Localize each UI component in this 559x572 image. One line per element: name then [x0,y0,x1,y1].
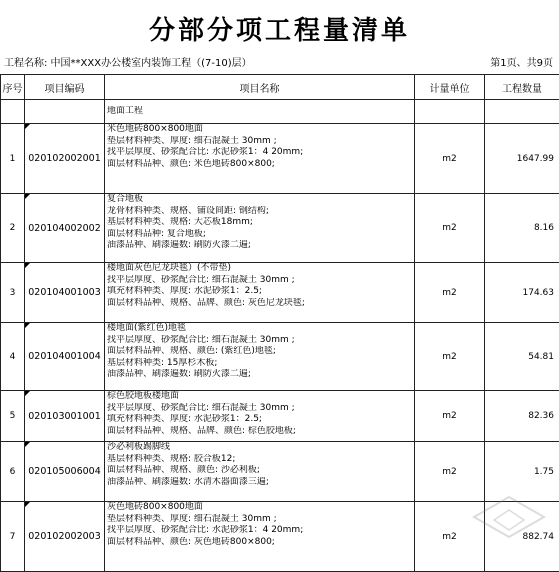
header-no: 序号 [1,75,25,100]
description-line: 面层材料品种、规格、品牌、颜色: 棕色胶地板; [107,426,414,438]
unit: m2 [415,194,485,263]
table-row [1,124,559,194]
comment-marker-icon [25,391,30,396]
section-row [1,100,559,124]
description-line: 米色地砖800×800地面 [107,124,414,136]
item-description [105,391,415,442]
quantity: 174.63 [485,263,559,323]
description-line: 找平层厚度、砂浆配合比: 细石混凝土 30mm ; [107,335,414,347]
table-row [1,323,559,391]
quantity: 8.16 [485,194,559,263]
quantity: 82.36 [485,391,559,442]
row-number: 1 [1,124,25,194]
description-line: 面层材料品种、规格、颜色: (紫红色)地毯; [107,346,414,358]
row-number: 4 [1,323,25,391]
description-line: 垫层材料种类、厚度: 细石混凝土 30mm ; [107,136,414,148]
description-line: 基层材料种类、规格: 大芯板18mm; [107,217,414,229]
comment-marker-icon [25,194,30,199]
item-description [105,263,415,323]
item-code-text: 020102002001 [28,153,101,164]
description-line: 基层材料种类、规格: 胶合板12; [107,454,414,466]
description-line: 复合地板 [107,194,414,206]
comment-marker-icon [25,263,30,268]
item-code-text: 020103001001 [28,411,101,422]
header-qty: 工程数量 [485,75,559,100]
description-line: 楼地面(紫红色)地毯 [107,323,414,335]
description-line: 龙骨材料种类、规格、铺设间距: 钢结构; [107,206,414,218]
unit: m2 [415,442,485,502]
header-name: 项目名称 [105,75,415,100]
description-line: 垫层材料种类、厚度: 细石混凝土 30mm ; [107,514,414,526]
table-row [1,194,559,263]
quantity: 882.74 [485,502,559,572]
quantity: 54.81 [485,323,559,391]
comment-marker-icon [25,442,30,447]
watermark-logo-icon [469,492,549,552]
header-unit: 计量单位 [415,75,485,100]
item-code-text: 020105006004 [28,466,101,477]
description-line: 面层材料品种、颜色: 灰色地砖800×800; [107,537,414,549]
item-description [105,502,415,572]
description-line: 楼地面灰色尼龙块毯）(不带垫) [107,263,414,275]
item-code [25,263,105,323]
item-description [105,442,415,502]
description-line: 油漆品种、刷漆遍数: 刷防火漆二遍; [107,240,414,252]
row-number: 6 [1,442,25,502]
row-number: 3 [1,263,25,323]
description-line: 找平层厚度、砂浆配合比: 水泥砂浆1：4 20mm; [107,525,414,537]
description-line: 填充材料种类、厚度: 水泥砂浆1：2.5; [107,286,414,298]
item-code [25,391,105,442]
quantity: 1647.99 [485,124,559,194]
table-row [1,263,559,323]
row-number: 2 [1,194,25,263]
comment-marker-icon [25,124,30,129]
description-line: 油漆品种、刷漆遍数: 水清木器面漆三遍; [107,477,414,489]
description-line: 棕色胶地板楼地面 [107,391,414,403]
description-line: 面层材料品种、规格、品牌、颜色: 灰色尼龙块毯; [107,298,414,310]
project-name: 工程名称: 中国**XXX办公楼室内装饰工程（(7-10)层） [4,54,252,69]
item-code-text: 020102002003 [28,531,101,542]
unit: m2 [415,323,485,391]
comment-marker-icon [25,323,30,328]
description-line: 灰色地砖800×800地面 [107,502,414,514]
description-line: 找平层厚度、砂浆配合比: 细石混凝土 30mm ; [107,275,414,287]
document-title: 分部分项工程量清单 [0,10,559,47]
unit: m2 [415,502,485,572]
item-description [105,194,415,263]
description-line: 填充材料种类、厚度: 水泥砂浆1：2.5; [107,414,414,426]
description-line: 面层材料品种、颜色: 米色地砖800×800; [107,159,414,171]
item-description [105,323,415,391]
description-line: 油漆品种、刷漆遍数: 刷防火漆二遍; [107,369,414,381]
item-code-text: 020104001004 [28,351,101,362]
section-title: 地面工程 [105,100,415,124]
row-number: 7 [1,502,25,572]
comment-marker-icon [25,502,30,507]
description-line: 找平层厚度、砂浆配合比: 水泥砂浆1：4 20mm; [107,147,414,159]
description-line: 找平层厚度、砂浆配合比: 细石混凝土 30mm ; [107,403,414,415]
description-line: 沙必利板踢脚线 [107,442,414,454]
description-line: 基层材料种类: 15厚杉木板; [107,358,414,370]
unit: m2 [415,391,485,442]
unit: m2 [415,263,485,323]
item-code [25,442,105,502]
item-code [25,323,105,391]
item-code [25,502,105,572]
header-code: 项目编码 [25,75,105,100]
item-code-text: 020104002002 [28,223,101,234]
item-code [25,124,105,194]
row-number: 5 [1,391,25,442]
item-description [105,124,415,194]
item-code [25,194,105,263]
item-code-text: 020104001003 [28,287,101,298]
page-info: 第1页、共9页 [490,54,553,69]
description-line: 面层材料品种、规格、颜色: 沙必利板; [107,465,414,477]
table-row [1,391,559,442]
description-line: 面层材料品种: 复合地板; [107,229,414,241]
quantity: 1.75 [485,442,559,502]
unit: m2 [415,124,485,194]
table-header-row [1,75,559,100]
